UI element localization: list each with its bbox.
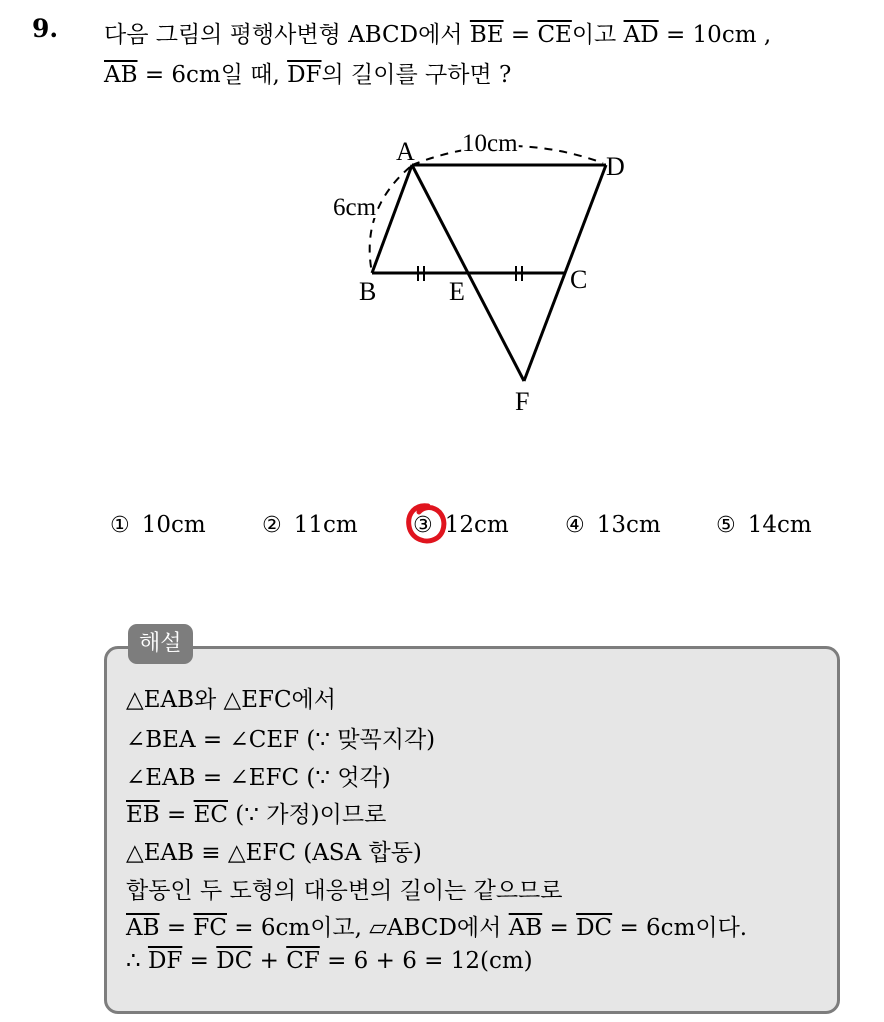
ab-length-label: 6cm bbox=[333, 194, 377, 221]
choice-1[interactable] bbox=[110, 512, 206, 538]
segment-fc: $\overline{FC}$ bbox=[193, 915, 227, 941]
solution-line-3: ∠EAB = ∠EFC (∵ 엇각) bbox=[126, 765, 391, 791]
segment-ab: $\overline{AB}$ bbox=[126, 915, 160, 941]
segment-ec: $\overline{EC}$ bbox=[193, 802, 228, 828]
solution-text: ∴ bbox=[126, 948, 148, 974]
choice-4[interactable] bbox=[565, 512, 661, 538]
segment-eb: $\overline{EB}$ bbox=[126, 802, 160, 828]
solution-text: = bbox=[542, 915, 577, 941]
solution-line-7 bbox=[126, 909, 747, 942]
segment-cf: $\overline{CF}$ bbox=[286, 948, 320, 974]
choice-number: ② bbox=[262, 512, 282, 538]
question-number: 9. bbox=[32, 14, 59, 43]
question-text: = 6cm일 때, bbox=[137, 62, 288, 88]
choice-number: ③ bbox=[413, 512, 433, 538]
segment-df: $\overline{DF}$ bbox=[147, 948, 183, 974]
choice-text: 13cm bbox=[596, 512, 661, 538]
side-ab bbox=[372, 165, 412, 273]
label-a: A bbox=[396, 137, 415, 166]
ad-length-label: 10cm bbox=[462, 130, 518, 157]
segment-ce: $\overline{CE}$ bbox=[537, 22, 572, 48]
answer-circle-mark bbox=[402, 500, 452, 548]
choice-number: ⑤ bbox=[716, 512, 736, 538]
solution-text: = bbox=[159, 915, 194, 941]
solution-text: = 6 + 6 = 12(cm) bbox=[319, 948, 533, 974]
segment-ad: $\overline{AD}$ bbox=[623, 22, 659, 48]
solution-text: = bbox=[182, 948, 217, 974]
label-c: C bbox=[570, 265, 588, 294]
solution-tag: 해설 bbox=[128, 624, 193, 664]
question-text: 이고 bbox=[571, 22, 624, 48]
label-f: F bbox=[515, 387, 530, 416]
solution-text: + bbox=[252, 948, 287, 974]
question-text: = 10cm , bbox=[658, 22, 772, 48]
parallelogram-figure bbox=[320, 125, 650, 425]
solution-line-1: △EAB와 △EFC에서 bbox=[126, 687, 336, 713]
solution-line-6: 합동인 두 도형의 대응변의 길이는 같으므로 bbox=[126, 878, 563, 904]
segment-dc: $\overline{DC}$ bbox=[216, 948, 253, 974]
choice-2[interactable] bbox=[262, 512, 358, 538]
solution-line-8 bbox=[126, 948, 533, 974]
segment-ab: $\overline{AB}$ bbox=[104, 62, 138, 88]
label-d: D bbox=[606, 152, 625, 181]
choice-number: ① bbox=[110, 512, 130, 538]
question-line-1 bbox=[104, 16, 771, 49]
solution-text: = bbox=[159, 802, 194, 828]
choice-text: 11cm bbox=[293, 512, 358, 538]
question-line-2 bbox=[104, 56, 511, 89]
question-text: 다음 그림의 평행사변형 ABCD에서 bbox=[104, 22, 470, 48]
solution-text: = 6cm이다. bbox=[612, 915, 748, 941]
choice-text: 10cm bbox=[141, 512, 206, 538]
choice-text: 12cm bbox=[444, 512, 509, 538]
label-e: E bbox=[449, 277, 465, 306]
segment-ab: $\overline{AB}$ bbox=[508, 915, 543, 941]
choice-5[interactable] bbox=[716, 512, 812, 538]
question-text: 의 길이를 구하면 ? bbox=[321, 62, 512, 88]
solution-line-4 bbox=[126, 796, 386, 829]
label-b: B bbox=[359, 277, 377, 306]
solution-text: = 6cm이고, ▱ABCD에서 bbox=[226, 915, 509, 941]
segment-be: $\overline{BE}$ bbox=[469, 22, 504, 48]
choice-number: ④ bbox=[565, 512, 585, 538]
solution-line-2: ∠BEA = ∠CEF (∵ 맞꼭지각) bbox=[126, 727, 436, 753]
solution-text: (∵ 가정)이므로 bbox=[228, 802, 387, 828]
segment-df: $\overline{DF}$ bbox=[287, 62, 322, 88]
question-text: = bbox=[503, 22, 538, 48]
choice-text: 14cm bbox=[747, 512, 812, 538]
solution-line-5: △EAB ≡ △EFC (ASA 합동) bbox=[126, 840, 422, 866]
segment-dc: $\overline{DC}$ bbox=[576, 915, 613, 941]
